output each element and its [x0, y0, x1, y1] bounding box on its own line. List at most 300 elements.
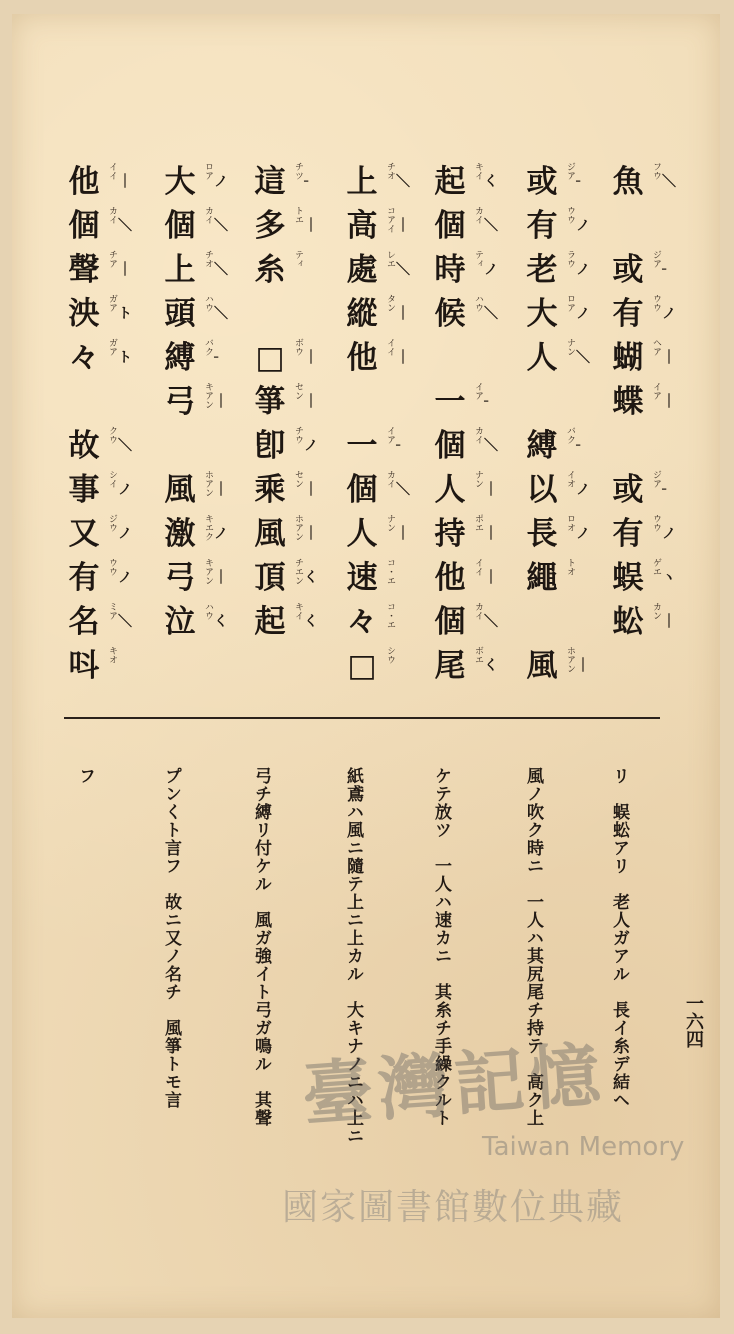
kanji-char: 々: [68, 340, 100, 376]
kanji-char: 個: [434, 208, 466, 244]
ruby-reading: ジア: [651, 470, 661, 488]
kanji-char: 以: [526, 472, 558, 508]
ruby-reading: イア: [473, 382, 483, 400]
kanji-char: 老: [526, 252, 558, 288]
kanji-char: 人: [346, 516, 378, 552]
tone-mark: く: [484, 658, 498, 674]
vocab-cell: [64, 514, 132, 562]
kanji-char: 或: [526, 164, 558, 200]
vocab-cell: [522, 294, 590, 342]
kanji-char: 糸: [254, 252, 286, 288]
tone-mark: [214, 430, 224, 462]
ruby-reading: ガア: [107, 338, 117, 356]
vocab-cell: [160, 426, 220, 474]
tone-mark: [484, 342, 494, 374]
ruby-reading: イア: [385, 426, 395, 444]
ruby-reading: トエ: [293, 206, 303, 224]
translation-line: 風ノ吹ク時ニ 一人ハ其尻尾チ持テ 高ク上: [523, 767, 543, 1127]
kanji-char: 頭: [164, 296, 196, 332]
kanji-char: 風: [254, 516, 286, 552]
kanji-char: 個: [164, 208, 196, 244]
vocab-cell: [250, 514, 318, 562]
vocab-cell: [430, 602, 498, 650]
ruby-reading: ラウ: [565, 250, 575, 268]
vocab-cell: [522, 250, 590, 298]
ruby-reading: イイ: [473, 558, 483, 576]
kanji-char: 弓: [164, 384, 196, 420]
kanji-char: 繩: [526, 560, 558, 596]
vocab-cell: [430, 558, 498, 606]
kanji-char: 大: [164, 164, 196, 200]
ruby-reading: ウウ: [651, 514, 661, 532]
vocab-cell: [64, 206, 132, 254]
kanji-char: [342, 382, 382, 422]
tone-mark: ＼: [118, 438, 132, 454]
ruby-reading: ティ: [293, 250, 303, 268]
tone-mark: ノ: [576, 306, 590, 322]
vocab-cell: [522, 426, 585, 474]
vocab-column: [64, 162, 132, 702]
tone-mark: く: [484, 174, 498, 190]
vocab-cell: [522, 470, 590, 518]
vocab-cell: [160, 514, 228, 562]
vocab-cell: [522, 338, 590, 386]
kanji-char: 又: [68, 516, 100, 552]
kanji-char: 縱: [346, 296, 378, 332]
tone-mark: ╴: [484, 394, 493, 410]
tone-mark: ｜: [396, 218, 410, 234]
ruby-reading: クウ: [107, 426, 117, 444]
tone-mark: [662, 210, 672, 242]
kanji-char: 有: [612, 296, 644, 332]
ruby-reading: ウウ: [651, 294, 661, 312]
vocab-cell: [608, 338, 676, 386]
vocab-cell: [250, 294, 310, 342]
kanji-char: 多: [254, 208, 286, 244]
vocab-cell: [64, 602, 132, 650]
tone-mark: く: [304, 614, 318, 630]
vocab-cell: [608, 426, 668, 474]
tone-mark: [396, 562, 406, 594]
vocab-cell: [608, 470, 671, 518]
kanji-char: 這: [254, 164, 286, 200]
vocab-column: [608, 162, 676, 702]
vocab-column: [250, 162, 318, 702]
vocab-cell: [608, 514, 676, 562]
vocab-column: [342, 162, 410, 702]
translation-line: 弓チ縛リ付ケル 風ガ強イト弓ガ鳴ル 其聲: [251, 767, 271, 1127]
vocab-cell: [160, 206, 228, 254]
tone-mark: [576, 606, 586, 638]
ruby-reading: コアイ: [385, 206, 395, 233]
kanji-char: □: [255, 340, 285, 376]
kanji-char: 處: [346, 252, 378, 288]
ruby-reading: チオ: [203, 250, 213, 268]
kanji-char: [160, 426, 200, 466]
ruby-reading: ジア: [651, 250, 661, 268]
tone-mark: [576, 562, 586, 594]
tone-mark: [396, 606, 406, 638]
translation-line: リ 蜈蚣アリ 老人ガアル 長イ糸デ結ヘ: [609, 767, 629, 1109]
ruby-reading: ホアン: [293, 514, 303, 541]
ruby-reading: レエ: [385, 250, 395, 268]
tone-mark: ヽ: [662, 570, 676, 586]
vocab-cell: [522, 382, 582, 430]
kanji-char: 起: [254, 604, 286, 640]
ruby-reading: カイ: [385, 470, 395, 488]
vocab-cell: [430, 162, 498, 210]
tone-mark: ｜: [304, 218, 318, 234]
kanji-char: 風: [526, 648, 558, 684]
translation-line: フ: [75, 767, 95, 785]
ruby-reading: ボウ: [293, 338, 303, 356]
translation-line: プンくト言フ 故ニ又ノ名チ 風箏トモ言: [161, 767, 181, 1109]
kanji-char: 上: [346, 164, 378, 200]
vocab-cell: [250, 162, 313, 210]
ruby-reading: カイ: [473, 602, 483, 620]
tone-mark: ＼: [396, 482, 410, 498]
vocab-cell: [522, 162, 585, 210]
vocab-cell: [608, 206, 668, 254]
ruby-reading: ヘア: [651, 338, 661, 356]
tone-mark: [396, 650, 406, 682]
tone-mark: ＼: [576, 350, 590, 366]
vocab-cell: [608, 602, 676, 650]
tone-mark: ト: [118, 350, 132, 366]
watermark-subtitle: 國家圖書館數位典藏: [282, 1187, 625, 1228]
ruby-reading: タン: [385, 294, 395, 312]
tone-mark: ｜: [396, 526, 410, 542]
ruby-reading: シイ: [107, 470, 117, 488]
vocab-cell: [250, 206, 318, 254]
tone-mark: ｜: [214, 482, 228, 498]
ruby-reading: バク: [203, 338, 213, 356]
vocab-cell: [64, 426, 132, 474]
tone-mark: ノ: [118, 570, 132, 586]
tone-mark: [396, 386, 406, 418]
ruby-reading: ウウ: [565, 206, 575, 224]
kanji-char: 有: [526, 208, 558, 244]
kanji-char: 箏: [254, 384, 286, 420]
ruby-reading: セン: [293, 382, 303, 400]
tone-mark: ╴: [576, 438, 585, 454]
kanji-char: □: [347, 648, 377, 684]
tone-mark: ＼: [662, 174, 676, 190]
kanji-char: 高: [346, 208, 378, 244]
tone-mark: ＼: [214, 218, 228, 234]
tone-mark: [118, 386, 128, 418]
kanji-char: 聲: [68, 252, 100, 288]
kanji-char: 或: [612, 252, 644, 288]
vocab-cell: [250, 382, 318, 430]
ruby-reading: キアン: [203, 558, 213, 585]
kanji-char: 起: [434, 164, 466, 200]
vocab-cell: [430, 294, 498, 342]
tone-mark: ＼: [214, 262, 228, 278]
kanji-char: 事: [68, 472, 100, 508]
ruby-reading: ナン: [565, 338, 575, 356]
tone-mark: ト: [118, 306, 132, 322]
translation-line: 紙鳶ハ風ニ隨テ上ニ上カル 大キナノニハ上ニ: [343, 767, 363, 1145]
kanji-char: 頂: [254, 560, 286, 596]
tone-mark: ｜: [118, 174, 132, 190]
tone-mark: ＼: [118, 218, 132, 234]
ruby-reading: ロオ: [565, 514, 575, 532]
ruby-reading: キイ: [473, 162, 483, 180]
ruby-reading: キイ: [293, 602, 303, 620]
ruby-reading: イア: [651, 382, 661, 400]
kanji-char: 一: [434, 384, 466, 420]
tone-mark: ｜: [484, 526, 498, 542]
ruby-reading: チエン: [293, 558, 303, 585]
tone-mark: く: [304, 570, 318, 586]
vocab-cell: [160, 294, 228, 342]
ruby-reading: ハウ: [473, 294, 483, 312]
kanji-char: [64, 382, 104, 422]
kanji-char: [430, 338, 470, 378]
vocab-cell: [608, 162, 676, 210]
vocab-cell: [250, 250, 310, 298]
tone-mark: ｜: [484, 482, 498, 498]
ruby-reading: チウ: [293, 426, 303, 444]
tone-mark: ノ: [576, 482, 590, 498]
kanji-char: 縛: [526, 428, 558, 464]
ruby-reading: キエク: [203, 514, 213, 541]
ruby-reading: バク: [565, 426, 575, 444]
vocab-cell: [342, 206, 410, 254]
ruby-reading: カン: [651, 602, 661, 620]
tone-mark: [576, 386, 586, 418]
vocab-cell: [342, 558, 402, 606]
tone-mark: [662, 430, 672, 462]
kanji-char: 大: [526, 296, 558, 332]
vocab-cell: [430, 426, 498, 474]
watermark-logo: 臺灣記憶: [299, 1032, 609, 1137]
kanji-char: 卽: [254, 428, 286, 464]
vocab-cell: [342, 382, 402, 430]
vocab-cell: [342, 162, 410, 210]
ruby-reading: フウ: [651, 162, 661, 180]
ruby-reading: イイ: [107, 162, 117, 180]
vocab-cell: [342, 294, 410, 342]
ruby-reading: シウ: [385, 646, 395, 664]
ruby-reading: ハウ: [203, 294, 213, 312]
vocab-cell: [522, 206, 590, 254]
ruby-reading: ボエ: [473, 646, 483, 664]
ruby-reading: カイ: [203, 206, 213, 224]
tone-mark: ノ: [662, 526, 676, 542]
ruby-reading: ナン: [473, 470, 483, 488]
kanji-char: 長: [526, 516, 558, 552]
ruby-reading: コ・エ: [385, 558, 395, 585]
ruby-reading: キオ: [107, 646, 117, 664]
tone-mark: ＼: [484, 218, 498, 234]
kanji-char: 個: [68, 208, 100, 244]
ruby-reading: カイ: [107, 206, 117, 224]
tone-mark: ╴: [662, 482, 671, 498]
vocab-cell: [250, 470, 318, 518]
vocab-cell: [64, 470, 132, 518]
ruby-reading: カイ: [473, 206, 483, 224]
tone-mark: ｜: [304, 350, 318, 366]
kanji-char: 他: [68, 164, 100, 200]
kanji-char: 個: [434, 428, 466, 464]
vocab-cell: [160, 162, 228, 210]
kanji-char: 速: [346, 560, 378, 596]
vocab-cell: [64, 558, 132, 606]
vocab-column: [430, 162, 498, 702]
vocab-cell: [608, 250, 671, 298]
kanji-char: 呌: [68, 648, 100, 684]
kanji-char: 縛: [164, 340, 196, 376]
tone-mark: ｜: [304, 526, 318, 542]
vocab-cell: [522, 514, 590, 562]
vocab-cell: [342, 250, 410, 298]
kanji-char: 泱: [68, 296, 100, 332]
tone-mark: ╴: [576, 174, 585, 190]
kanji-char: 尾: [434, 648, 466, 684]
kanji-char: 蚣: [612, 604, 644, 640]
tone-mark: ｜: [662, 350, 676, 366]
tone-mark: ｜: [662, 614, 676, 630]
tone-mark: ＼: [484, 438, 498, 454]
watermark-english: Taiwan Memory: [482, 1132, 685, 1162]
tone-mark: ｜: [214, 570, 228, 586]
ruby-reading: ジア: [565, 162, 575, 180]
tone-mark: ノ: [484, 262, 498, 278]
ruby-reading: チア: [107, 250, 117, 268]
ruby-reading: ポエ: [473, 514, 483, 532]
ruby-reading: ガア: [107, 294, 117, 312]
tone-mark: ｜: [576, 658, 590, 674]
translation-line: ケテ放ツ 一人ハ速カニ 其糸チ手繰クルト: [431, 767, 451, 1127]
ruby-reading: セン: [293, 470, 303, 488]
vocab-cell: [608, 382, 676, 430]
tone-mark: ノ: [576, 218, 590, 234]
kanji-char: 人: [434, 472, 466, 508]
ruby-reading: トオ: [565, 558, 575, 576]
kanji-char: 泣: [164, 604, 196, 640]
tone-mark: ノ: [214, 174, 228, 190]
vocab-cell: [522, 558, 582, 606]
ruby-reading: キアン: [203, 382, 213, 409]
tone-mark: ｜: [396, 350, 410, 366]
kanji-char: [608, 206, 648, 246]
tone-mark: ╴: [396, 438, 405, 454]
ruby-reading: ロア: [203, 162, 213, 180]
kanji-char: 乘: [254, 472, 286, 508]
tone-mark: ＼: [118, 614, 132, 630]
section-divider: [64, 717, 660, 719]
kanji-char: [522, 602, 562, 642]
tone-mark: ノ: [576, 262, 590, 278]
ruby-reading: ティ: [473, 250, 483, 268]
tone-mark: ╴: [214, 350, 223, 366]
vocab-cell: [342, 514, 410, 562]
kanji-char: 魚: [612, 164, 644, 200]
tone-mark: ｜: [304, 394, 318, 410]
vocab-column: [160, 162, 228, 702]
vocab-cell: [250, 426, 318, 474]
vocab-cell: [430, 338, 490, 386]
vocab-column: [522, 162, 590, 702]
vocab-cell: [250, 602, 318, 650]
tone-mark: [304, 254, 314, 286]
kanji-char: 蜈: [612, 560, 644, 596]
ruby-reading: ミア: [107, 602, 117, 620]
ruby-reading: ジウ: [107, 514, 117, 532]
ruby-reading: ホアン: [565, 646, 575, 673]
kanji-char: 或: [612, 472, 644, 508]
kanji-char: 他: [346, 340, 378, 376]
tone-mark: ｜: [484, 570, 498, 586]
vocab-cell: [430, 470, 498, 518]
vocab-cell: [608, 558, 676, 606]
tone-mark: ノ: [118, 482, 132, 498]
vocab-cell: [430, 382, 493, 430]
kanji-char: 有: [612, 516, 644, 552]
vocab-cell: [160, 558, 228, 606]
vocab-cell: [342, 646, 402, 694]
tone-mark: ＼: [214, 306, 228, 322]
tone-mark: ｜: [118, 262, 132, 278]
tone-mark: ｜: [662, 394, 676, 410]
kanji-char: 個: [434, 604, 466, 640]
book-page: [12, 14, 720, 1318]
vocab-cell: [522, 646, 590, 694]
vocab-cell: [250, 558, 318, 606]
kanji-char: 人: [526, 340, 558, 376]
kanji-char: 蝶: [612, 384, 644, 420]
vocab-cell: [430, 514, 498, 562]
vocab-cell: [342, 470, 410, 518]
vocab-cell: [430, 646, 498, 694]
kanji-char: [522, 382, 562, 422]
tone-mark: [304, 298, 314, 330]
vocab-cell: [342, 338, 410, 386]
kanji-char: 他: [434, 560, 466, 596]
vocab-cell: [160, 382, 228, 430]
ruby-reading: ハウ: [203, 602, 213, 620]
tone-mark: ｜: [396, 306, 410, 322]
kanji-char: 上: [164, 252, 196, 288]
ruby-reading: ゲエ: [651, 558, 661, 576]
ruby-reading: ホアン: [203, 470, 213, 497]
kanji-char: [250, 294, 290, 334]
kanji-char: 候: [434, 296, 466, 332]
tone-mark: ノ: [214, 526, 228, 542]
tone-mark: [118, 650, 128, 682]
vocab-cell: [342, 602, 402, 650]
vocab-cell: [160, 338, 223, 386]
vocab-cell: [64, 294, 132, 342]
tone-mark: ノ: [118, 526, 132, 542]
vocab-cell: [64, 382, 124, 430]
vocab-cell: [64, 250, 132, 298]
tone-mark: ｜: [304, 482, 318, 498]
page-number: 一六四: [683, 994, 704, 1048]
tone-mark: ノ: [576, 526, 590, 542]
kanji-char: 個: [346, 472, 378, 508]
vocab-cell: [160, 470, 228, 518]
kanji-char: 激: [164, 516, 196, 552]
ruby-reading: コ・エ: [385, 602, 395, 629]
vocab-cell: [250, 338, 318, 386]
tone-mark: ｜: [214, 394, 228, 410]
kanji-char: 蝴: [612, 340, 644, 376]
ruby-reading: ナン: [385, 514, 395, 532]
vocab-cell: [608, 294, 676, 342]
